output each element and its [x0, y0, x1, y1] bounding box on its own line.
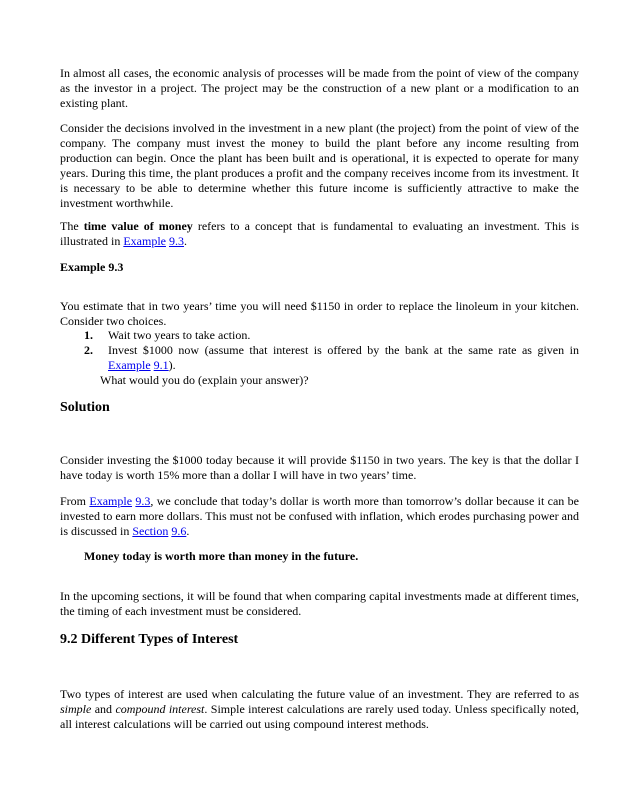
example-9-3-link[interactable]: Example — [123, 234, 166, 248]
term-simple: simple — [60, 702, 92, 716]
example-question: What would you do (explain your answer)? — [100, 373, 309, 387]
example-problem: You estimate that in two years’ time you will need $1150 in order to replace the linoleum in your kitchen. Consider two choices. — [60, 299, 579, 328]
solution-heading: Solution — [60, 400, 110, 415]
example-heading: Example 9.3 — [60, 260, 124, 274]
intro-paragraph-1: In almost all cases, the economic analysis of processes will be made from the point of view of the company as the investor in a project. The project may be the construction of a new plant or a modification to an existing plant. — [60, 66, 579, 110]
example-9-3-ref-number-link[interactable]: 9.3 — [135, 494, 151, 508]
example-choices — [60, 328, 579, 388]
example-9-3-number-link[interactable]: 9.3 — [168, 234, 184, 248]
choices-list — [60, 328, 579, 373]
emphasis-statement: Money today is worth more than money in the future. — [84, 549, 359, 563]
section-heading: 9.2 Different Types of Interest — [60, 632, 239, 647]
choice-item: 2. Invest $1000 now (assume that interest is offered by the bank at the same rate as given in Example 9.1). — [84, 343, 579, 372]
term-time-value-of-money: time value of money — [83, 219, 193, 233]
solution-paragraph-3: In the upcoming sections, it will be found that when comparing capital investments made at different times, the timing of each investment must be considered. — [60, 589, 579, 618]
intro-paragraph-3: The time value of money refers to a concept that is fundamental to evaluating an investment. This is illustrated in Example 9.3. — [60, 219, 580, 248]
intro-paragraph-2: Consider the decisions involved in the investment in a new plant (the project) from the point of view of the company. The company must invest the money to build the plant before any income resulting from production can begin. Once the plant has been built and is operational, it is expected to operate for many years. During this time, the plant produces a profit and the company receives income from its investment. It is necessary to be able to determine whether this future income is sufficiently attractive to make the investment worthwhile. — [60, 121, 579, 210]
solution-paragraph-1: Consider investing the $1000 today because it will provide $1150 in two years. The key is that the dollar I have today is worth 15% more than a dollar I will have in two years’ time. — [60, 453, 579, 482]
term-compound-interest: compound interest — [115, 702, 205, 716]
choice-item: 1. Wait two years to take action. — [84, 328, 251, 342]
solution-paragraph-2: From Example 9.3, we conclude that today’s dollar is worth more than tomorrow’s dollar because it can be invested to earn more dollars. This must not be confused with inflation, which erodes purchasing power and is discussed in Section 9.6. — [60, 494, 579, 538]
section-paragraph-1: Two types of interest are used when calculating the future value of an investment. They are referred to as simple and compound interest. Simple interest calculations are rarely used today. Unless specifically noted, all interest calculations will be carried out using compound interest methods. — [60, 687, 580, 731]
section-9-6-link[interactable]: Section — [132, 524, 169, 538]
section-9-6-number-link[interactable]: 9.6 — [171, 524, 187, 538]
example-9-1-link[interactable]: Example — [108, 358, 151, 372]
example-9-3-ref-link[interactable]: Example — [89, 494, 133, 508]
example-9-1-number-link[interactable]: 9.1 — [153, 358, 169, 372]
